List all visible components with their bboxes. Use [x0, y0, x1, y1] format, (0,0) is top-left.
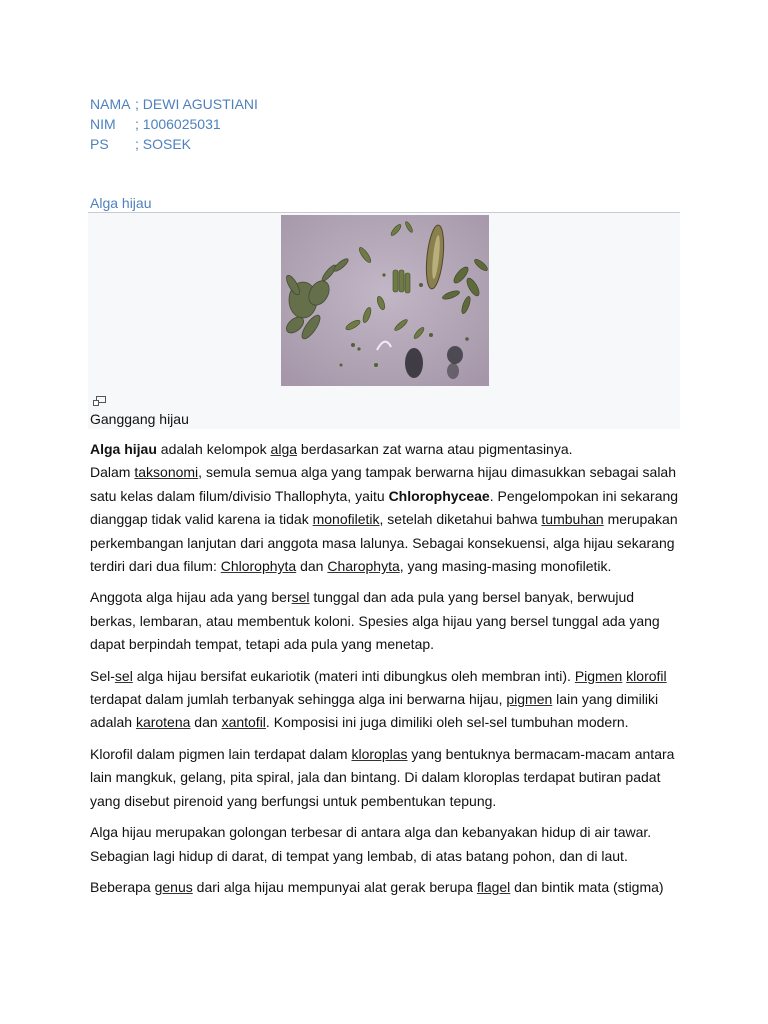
ps-value: ; SOSEK: [135, 136, 192, 152]
text: alga hijau bersifat eukariotik (materi inti dibungkus oleh membran inti).: [132, 667, 575, 684]
text: dari alga hijau mempunyai alat gerak berupa: [192, 878, 477, 895]
paragraph-1: [90, 438, 682, 578]
paragraph-5: [90, 821, 682, 868]
nim-row: [90, 114, 258, 134]
link-charophyta[interactable]: Charophyta: [327, 558, 400, 575]
name-value: ; DEWI AGUSTIANI: [135, 96, 258, 112]
text: adalah kelompok: [156, 441, 271, 457]
link-karotena[interactable]: karotena: [135, 714, 191, 731]
text: dan: [296, 558, 328, 575]
enlarge-icon[interactable]: [93, 395, 107, 407]
student-info: [90, 94, 258, 154]
text: lain yang dimiliki adalah: [90, 691, 659, 731]
text: berdasarkan zat warna atau pigmentasinya.: [297, 441, 573, 457]
nim-label: NIM: [90, 116, 116, 132]
text: yang bentuknya bermacam-macam antara lain mangkuk, gelang, pita spiral, jala dan bintang. Di dalam kloroplas terdapat butiran padat yang disebut pirenoid yang berfungsi untuk pembentukan tepung.: [90, 745, 675, 809]
link-alga[interactable]: alga: [270, 441, 298, 457]
link-klorofil[interactable]: klorofil: [626, 667, 667, 684]
paragraph-2: [90, 586, 682, 656]
paragraph-4: [90, 743, 682, 813]
text: Beberapa: [90, 878, 155, 895]
paragraph-3: [90, 665, 682, 735]
text: . Komposisi ini juga dimiliki oleh sel-sel tumbuhan modern.: [265, 714, 629, 731]
term-bold: Alga hijau: [90, 441, 157, 457]
text: dan: [190, 714, 222, 731]
text: Alga hijau merupakan golongan terbesar di antara alga dan kebanyakan hidup di air tawar. Sebagian lagi hidup di darat, di tempat yang lembab, di atas batang pohon, dan di laut.: [90, 824, 652, 864]
link-chlorophyta[interactable]: Chlorophyta: [220, 558, 297, 575]
nim-value: ; 1006025031: [135, 116, 221, 132]
link-taksonomi[interactable]: taksonomi: [134, 464, 199, 481]
link-sel[interactable]: sel: [291, 589, 310, 606]
link-flagel[interactable]: flagel: [476, 878, 511, 895]
algae-microscope-photo[interactable]: [281, 215, 489, 386]
text: , semula semua alga yang tampak berwarna hijau dimasukkan sebagai salah satu kelas dalam filum/divisio Thallophyta, yaitu: [90, 464, 677, 504]
figure-box: [88, 212, 680, 429]
article-body: [90, 438, 682, 907]
figure-caption: Ganggang hijau: [90, 411, 189, 427]
link-sel[interactable]: sel: [114, 667, 133, 684]
ps-label: PS: [90, 136, 109, 152]
text: tunggal dan ada pula yang bersel banyak, berwujud berkas, lembaran, atau membentuk koloni. Spesies alga hijau yang bersel tunggal ada yang dapat berpindah tempat, tetapi ada pula yang menetap.: [90, 589, 660, 653]
text: Sel-: [90, 667, 115, 684]
term-chlorophyceae: Chlorophyceae: [388, 487, 490, 504]
section-title: Alga hijau: [90, 195, 152, 211]
ps-row: [90, 134, 258, 154]
text: , yang masing-masing monofiletik.: [399, 558, 612, 575]
text: terdapat dalam jumlah terbanyak sehingga alga ini berwarna hijau,: [90, 691, 507, 708]
name-label: NAMA: [90, 96, 131, 112]
link-pigmen[interactable]: pigmen: [506, 691, 553, 708]
text: Klorofil dalam pigmen lain terdapat dalam: [90, 745, 352, 762]
text: Dalam: [90, 464, 135, 481]
paragraph-6: [90, 876, 682, 899]
text: , setelah diketahui bahwa: [379, 511, 542, 528]
link-kloroplas[interactable]: kloroplas: [351, 745, 408, 762]
name-row: [90, 94, 258, 114]
text: Anggota alga hijau ada yang ber: [90, 589, 292, 606]
link-pigmen[interactable]: Pigmen: [574, 667, 623, 684]
link-monofiletik[interactable]: monofiletik: [312, 511, 380, 528]
text: . Pengelompokan ini sekarang dianggap tidak valid karena ia tidak: [90, 487, 679, 528]
link-tumbuhan[interactable]: tumbuhan: [541, 511, 604, 528]
link-xantofil[interactable]: xantofil: [221, 714, 266, 731]
text: merupakan perkembangan lanjutan dari anggota masa lalunya. Sebagai konsekuensi, alga hijau sekarang terdiri dari dua filum:: [90, 511, 678, 575]
text: dan bintik mata (stigma): [510, 878, 664, 895]
link-genus[interactable]: genus: [154, 878, 193, 895]
